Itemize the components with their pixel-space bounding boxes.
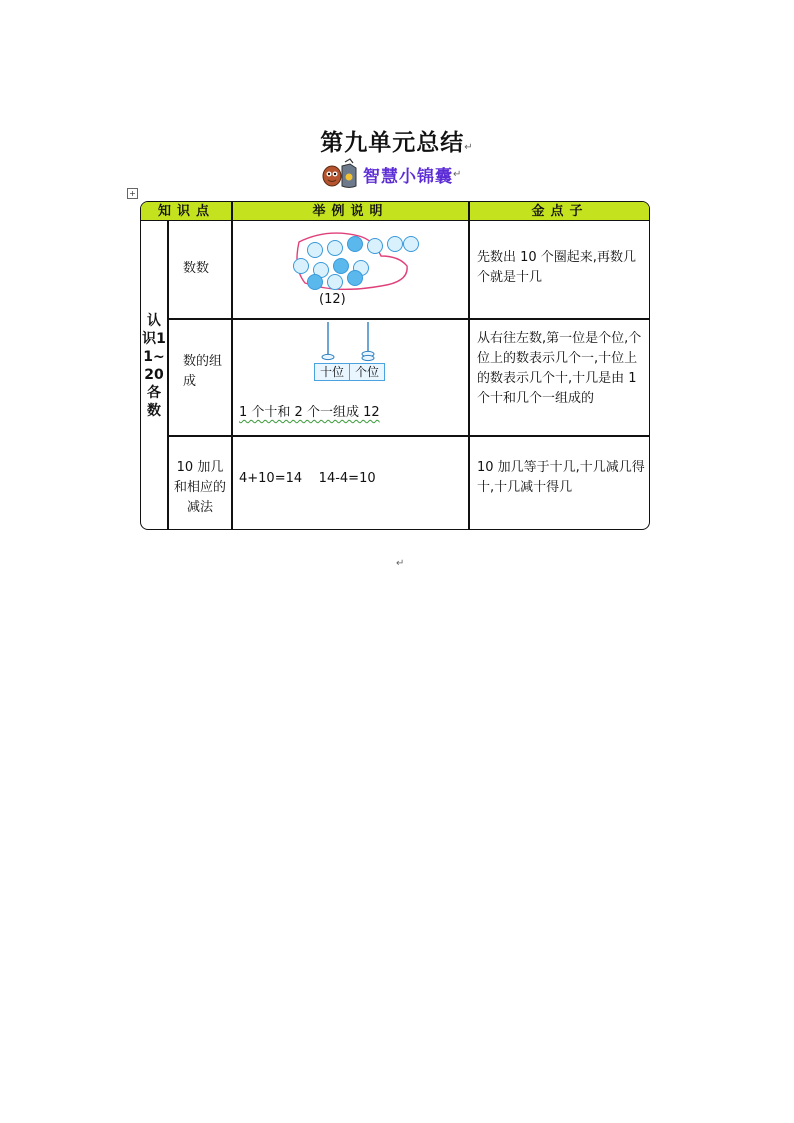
counting-circles-diagram bbox=[281, 228, 431, 290]
side-label-recognize-11-20: 认识11~20各数 bbox=[142, 313, 166, 419]
row1-tip: 先数出 10 个圈起来,再数几个就是十几 bbox=[477, 250, 636, 285]
counting-circle bbox=[368, 239, 383, 254]
paragraph-mark: ↵ bbox=[396, 558, 405, 569]
table-move-handle-icon[interactable]: + bbox=[127, 188, 138, 199]
counting-circle bbox=[308, 243, 323, 258]
counting-circle bbox=[388, 237, 403, 252]
row2-topic: 数的组成 bbox=[183, 354, 223, 389]
paragraph-mark: ↵ bbox=[464, 142, 474, 153]
paragraph-mark: ↵ bbox=[453, 168, 462, 180]
header-cell-knowledge: 知识点 bbox=[141, 202, 232, 221]
row1-example: (12) bbox=[319, 292, 346, 307]
row2-example: 1 个十和 2 个一组成 12 bbox=[239, 405, 380, 420]
abacus-ones-label: 个位 bbox=[349, 363, 385, 381]
abacus-tens-label: 十位 bbox=[314, 363, 350, 381]
counting-circle bbox=[328, 275, 343, 290]
counting-circle bbox=[294, 259, 309, 274]
row3-tip: 10 加几等于十几,十几减几得十,十几减十得几 bbox=[477, 460, 645, 495]
counting-circle bbox=[404, 237, 419, 252]
header-cell-tip: 金点子 bbox=[469, 202, 650, 221]
counting-circle bbox=[348, 237, 363, 252]
row2-tip: 从右往左数,第一位是个位,个位上的数表示几个一,十位上的数表示几个十,十几是由 1 个十和几个一组成的 bbox=[477, 331, 642, 406]
knowledge-table bbox=[140, 201, 650, 530]
page-title-text: 第九单元总结 bbox=[320, 130, 465, 156]
counting-circle bbox=[308, 275, 323, 290]
mascot-icon bbox=[320, 158, 360, 190]
counting-circle bbox=[334, 259, 349, 274]
subtitle: 智慧小锦囊 bbox=[363, 166, 453, 187]
header-cell-example: 举例说明 bbox=[232, 202, 469, 221]
counting-circle bbox=[348, 271, 363, 286]
counting-circle bbox=[328, 241, 343, 256]
subtitle-row bbox=[320, 158, 461, 190]
page-title bbox=[0, 124, 794, 157]
row3-example: 4+10=14 14-4=10 bbox=[239, 471, 376, 486]
row1-topic: 数数 bbox=[183, 261, 210, 276]
row3-topic: 10 加几和相应的减法 bbox=[173, 460, 226, 515]
